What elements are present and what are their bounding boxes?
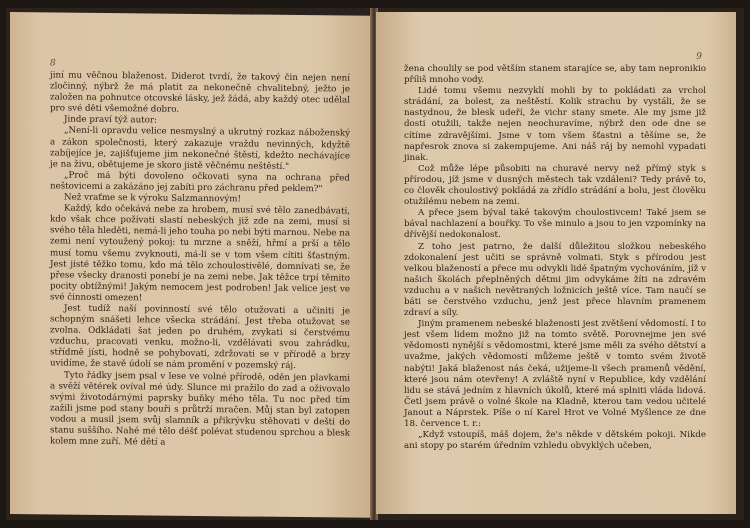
page-text — [50, 70, 350, 450]
paragraph: Každý, kdo očekává nebe za hrobem, musí své tělo zanedbávati, kdo však chce požívati slastí nebeských již zde na zemi, musí si svého těla hleděti, nemá-li jeho touha po nebi býti marnou. Nebe na zemi není vytoužený pokoj: tu mrzne a sněží, hřmí a prší a tělo musí tomu všemu zvyknouti, má-li se v tom všem cítiti šťastným. Jest jisté těžko tomu, kdo má tělo zchoulostivělé, domnívati se, že přese všecky dranosti ponebí je na zemi nebe. Jak těžce trpí těmito pocity obtížnými! Jakým nemocem jest podroben! Jak velice jest ve své činnosti omezen! — [50, 203, 350, 304]
paragraph: Což může lépe působiti na churavé nervy než přímý styk s přírodou, jíž jsme v dusných městech tak vzdáleni? Tedy právě to, co člověk choulostivý pokládá za zřídlo strádání a bolu, jest člověku otužilému nebem na zemi. — [404, 163, 706, 208]
paragraph: žena choulily se pod větším stanem starajíce se, aby tam nepronikio příliš mnoho vody. — [404, 64, 706, 86]
paragraph: Z toho jest patrno, že další důležitou složkou nebeského zdokonalení jest učiti se správně volmati. Styk s přírodou jest velkou blažeností a přece mu odvykli lidé špatným vychováním, jíž v našich školách přeplněných dětmi jim odvykáme žíti na zdravém vzduchu a v našich nevětraných ložnicích ještě více. Tam naučí se báti se čerstvého vzduchu, jenž jest přece hlavním pramenem zdraví a síly. — [404, 241, 706, 319]
paragraph: „Proč má býti dovoleno očkovati syna na ochrana před neštovicemi a zakázáno jej zabíti pro záchranu před peklem?" — [50, 170, 350, 195]
paragraph: A přece jsem býval také takovým choulostivcem! Také jsem se bával nachlazení a bouřky. To vše minulo a jsou to jen vzpomínky na dřívější nedokonalost. — [404, 208, 706, 241]
page-number: 9 — [696, 52, 702, 62]
paragraph: Lidé tomu všemu nezvyklí mohli by to pokládati za vrchol strádání, za bolest, za neštěstí. Kolik strachu by vystáli, že se nastydnou, že blesk udeří, že vichr stany smete. Ale my jsme již dosti otužili, takže nejen neochuravíme, nýbrž den ode dne se cítíme zdravějšími. Jsme v tom všem šťastni a těšíme se, že napřesrok znova si zakempujeme. Ani náš ráj by nemohl vypadati jinak. — [404, 86, 706, 163]
paragraph: Jiným pramenem nebeské blaženosti jest zvětšení vědomostí. I to jest všem lidem možno již na tomto světě. Porovnejme jen své vědomosti nynější s vědomostmi, které jsme měli za svého dětství a uvažme, jakých vědomostí můžeme ještě v tomto svém životě nabýti! Jaká blaženost nás čeká, užijeme-li všech pramenů vědění, které jsou nám otevřeny! A zvláště nyní v Republice, kdy vzdělání lidu se stává jedním z hlavních úkolů, které má splniti vláda lidová. Četl jsem právě o volné škole na Kladně, kterou tam vedou učitelé Janout a Náprstek. Píše o ní Karel Hrot ve Volné Myšlence ze dne 18. července t. r.: — [404, 319, 706, 429]
page-text — [404, 64, 706, 452]
left-page — [10, 12, 372, 518]
paragraph: Jinde praví týž autor: — [64, 114, 157, 126]
paragraph: Než vraťme se k výroku Salzmannovým! — [64, 192, 242, 205]
paragraph: „Není-li opravdu velice nesmyslný a ukrutný rozkaz náboženský a zákon společnosti, který zakazuje vraždu nevinných, kdyžtě zabíjejíce je, zajišťujeme jim nekonečné štěstí, kdežto nechávajíce je na živu, obětujeme je skoro jistě věčnému neštěstí." — [50, 126, 350, 172]
paragraph: „Když vstoupíš, máš dojem, že's někde v dětském pokoji. Nikde ani stopy po starém úředním vzhledu obvyklých učeben, — [404, 430, 706, 452]
paragraph: Tyto řádky jsem psal v lese ve volné přírodě, oděn jen plavkami a svěží větérek ovíval mé údy. Slunce mi pražilo do zad a oživovalo svými životodárnými paprsky buňky mého těla. Tu noc před tím zažili jsme pod stany bouři s průtrží mračen. Můj stan byl zatopen vodou a musil jsem svůj slamník a přikrývku stěhovati v dešti do stanu suššího. Nahé mé tělo déšť polévat studenou sprchou a blesk kolem mne zuří. Mé dětí a — [50, 370, 350, 448]
page-number: 8 — [50, 58, 56, 69]
right-page — [376, 12, 736, 514]
paragraph: jiní mu věčnou blaženost. Diderot tvrdí, že takový čin nejen není zločinný, nýbrž že má platit za nekonečně chvalitebný, ježto je založen na pohnutce otcovské lásky, jež žádá, aby každý otec udělal pro své děti všemožné dobro. — [50, 70, 350, 116]
paragraph: Jest tudíž naší povinností své tělo otužovati a učiniti je schopným snášeti lehce všecka strádání. Jest třeba otužovat se zvolna. Odkládati šat jeden po druhém, zvykati si čerstvému vzduchu, pracovati venku, možno-li, vzdělávati svou zahrádku, střídmě jísti, hodně se pohybovati, zdržovati se v přírodě a brzy uvidíme, že stavě údolí se nám promění v pozemský ráj. — [50, 303, 350, 372]
book-spread — [6, 8, 744, 520]
